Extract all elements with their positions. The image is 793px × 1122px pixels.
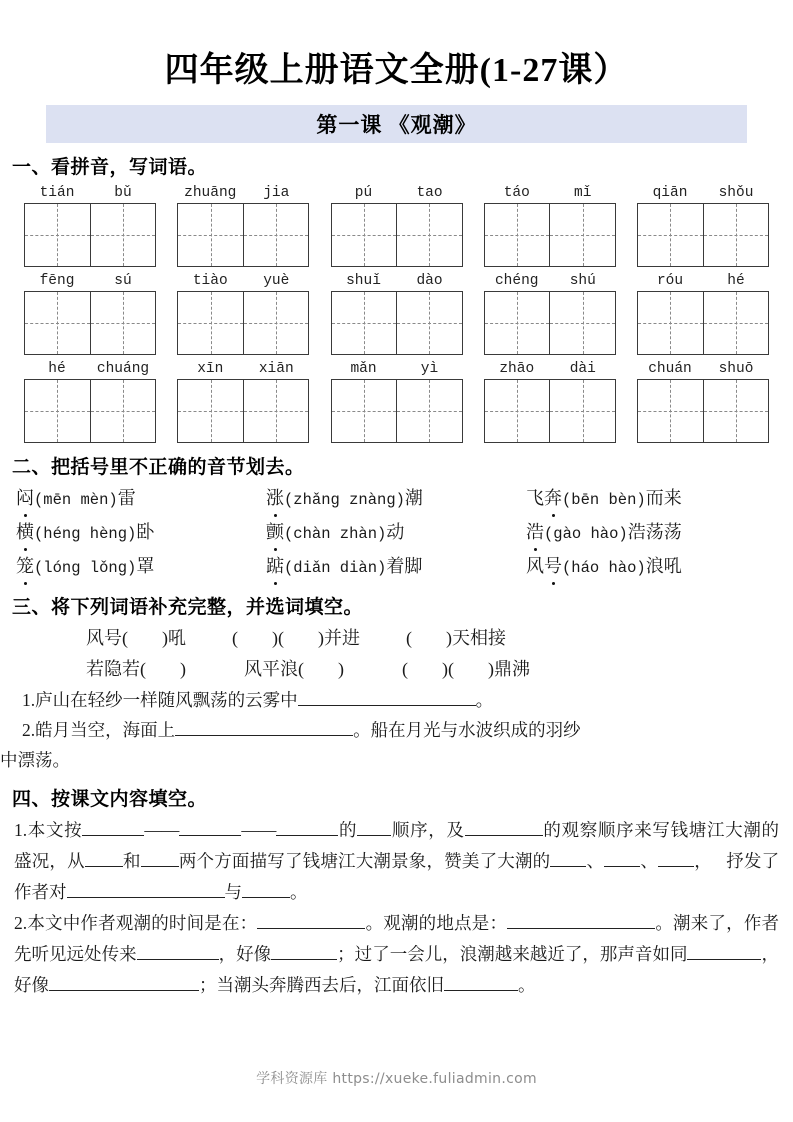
pinyin-syllable: tián [39,185,75,201]
writing-box[interactable] [637,379,769,443]
idiom-b-pre: 风平浪( [244,659,304,679]
tone-item[interactable] [526,517,766,549]
idiom-b-post: ) [338,659,344,679]
tone-lead: 风 [526,556,544,576]
tone-options[interactable]: (háo hào) [562,559,646,577]
tone-options[interactable]: (chàn zhàn) [284,525,387,543]
pinyin-group [484,359,616,443]
writing-cell[interactable] [703,204,769,266]
writing-cell[interactable] [549,292,615,354]
pinyin-syllable: dài [569,361,596,377]
pinyin-syllable: mǐ [574,185,592,201]
answer-blank[interactable] [298,690,476,706]
writing-cell[interactable] [25,380,90,442]
writing-box[interactable] [637,203,769,267]
pinyin-syllable: tiào [192,273,228,289]
answer-blank[interactable] [444,975,518,991]
writing-cell[interactable] [90,380,156,442]
writing-cell[interactable] [549,204,615,266]
answer-blank[interactable] [276,820,338,836]
writing-cell[interactable] [485,380,550,442]
q1-text: 的观察顺序 [542,820,635,840]
section-3-sentence-2-cont: 中漂荡。 [0,750,70,770]
writing-box[interactable] [484,291,616,355]
pinyin-syllable: hé [48,361,66,377]
tone-target-char: 颤 [266,517,284,547]
pinyin-syllable: xiān [258,361,294,377]
q2-text: 浪潮越来越近了，那声音如同 [459,944,688,964]
tone-tail: 动 [386,522,405,542]
tone-row [16,551,793,583]
writing-box[interactable] [331,379,463,443]
writing-box[interactable] [24,379,156,443]
tone-tail: 罩 [136,556,155,576]
pinyin-labels [331,359,463,379]
writing-cell[interactable] [485,292,550,354]
writing-cell[interactable] [638,380,703,442]
q1-text: 与 [224,882,242,902]
idiom-c-pre: ( [402,659,408,679]
q2-text: 2.本文中作者观潮的时间是在： [14,913,258,933]
writing-cell[interactable] [25,204,90,266]
idiom-c-post: )天相接 [446,628,506,648]
writing-cell[interactable] [332,292,397,354]
q1-text: 、 [586,851,605,871]
pinyin-syllable: yuè [263,273,290,289]
writing-cell[interactable] [243,204,309,266]
tone-row [16,483,793,515]
q1-text: 了大潮的 [479,851,551,871]
pinyin-labels [637,271,769,291]
pinyin-group [637,359,769,443]
tone-item[interactable] [266,483,526,515]
idiom-row [86,623,793,654]
tone-tail: 着脚 [386,556,423,576]
writing-cell[interactable] [638,292,703,354]
pinyin-group [484,271,616,355]
section-4-question-2 [14,908,779,1001]
writing-box[interactable] [637,291,769,355]
idiom-a-pre: 若隐若( [86,659,146,679]
section-2-heading: 二、把括号里不正确的音节划去。 [12,457,305,478]
answer-blank[interactable] [271,944,337,960]
pinyin-group [24,271,156,355]
q1-text: 、 [640,851,659,871]
pinyin-labels [637,183,769,203]
answer-blank[interactable] [604,851,640,867]
pinyin-syllable: zhuāng [184,185,237,201]
writing-cell[interactable] [90,204,156,266]
section-3-sentence-2 [0,715,793,745]
q2-text: 。观潮的地点是： [365,913,508,933]
pinyin-syllable: fēng [39,273,75,289]
pinyin-labels [484,271,616,291]
answer-blank[interactable] [507,913,631,929]
pinyin-group [331,271,463,355]
writing-box[interactable] [177,379,309,443]
tone-tail: 雷 [117,488,136,508]
q2-text: ，好像 [218,944,272,964]
pinyin-group [637,183,769,267]
pinyin-syllable: táo [503,185,530,201]
pinyin-labels [177,271,309,291]
pinyin-group [331,183,463,267]
writing-cell[interactable] [703,380,769,442]
answer-blank[interactable] [175,720,353,736]
writing-cell[interactable] [178,292,243,354]
pinyin-syllable: xīn [197,361,224,377]
pinyin-syllable: chuán [648,361,692,377]
pinyin-syllable: qiān [652,185,688,201]
pinyin-labels [177,183,309,203]
pinyin-syllable: tao [416,185,443,201]
idiom-a-pre: 风号( [86,628,128,648]
pinyin-group [177,271,309,355]
q1-text: 来写钱塘江大潮的盛况，从 [14,820,780,871]
tone-item[interactable] [16,517,266,549]
pinyin-syllable: chuáng [96,361,150,377]
sentence-text: 1.庐山在轻纱一样随风飘荡的云雾中 [22,690,298,710]
pinyin-group [177,183,309,267]
writing-cell[interactable] [396,380,462,442]
answer-blank[interactable] [137,944,219,960]
q2-text: ；过了一会儿， [337,944,460,964]
tone-tail: 而来 [645,488,682,508]
writing-cell[interactable] [243,380,309,442]
tone-options[interactable]: (diǎn diàn) [284,559,387,577]
q1-text: ， [694,851,712,871]
q1-text: 。 [290,882,308,902]
tone-tail: 潮 [404,488,423,508]
answer-blank[interactable] [179,820,241,836]
section-4-heading: 四、按课文内容填空。 [12,789,208,810]
q1-text: 1.本文按 [14,820,83,840]
writing-cell[interactable] [25,292,90,354]
writing-cell[interactable] [396,204,462,266]
writing-box[interactable] [24,203,156,267]
pinyin-syllable: sú [114,273,132,289]
tone-options[interactable]: (bēn bèn) [562,491,646,509]
answer-blank[interactable] [631,913,655,929]
pinyin-group [24,359,156,443]
writing-cell[interactable] [549,380,615,442]
pinyin-labels [331,271,463,291]
writing-box[interactable] [484,203,616,267]
pinyin-group [177,359,309,443]
tone-options[interactable]: (gào hào) [544,525,628,543]
writing-cell[interactable] [332,380,397,442]
pinyin-grid-section [0,183,793,443]
tone-options[interactable]: (mēn mèn) [34,491,118,509]
lesson-band [46,105,747,143]
idiom-b-pre: ( [232,628,238,648]
pinyin-labels [637,359,769,379]
q1-text: 的 [338,820,358,840]
writing-cell[interactable] [638,204,703,266]
pinyin-labels [24,183,156,203]
tone-item[interactable] [16,551,266,583]
sentence-text: 2.皓月当空，海面上 [22,720,176,740]
tone-item[interactable] [266,517,526,549]
answer-blank[interactable] [82,820,144,836]
tone-target-char: 涨 [266,483,284,513]
writing-box[interactable] [331,291,463,355]
writing-box[interactable] [177,203,309,267]
idiom-completion-block [0,623,793,685]
pinyin-syllable: mǎn [350,361,377,377]
footer-watermark: 学科资源库 https://xueke.fuliadmin.com [256,1071,537,1087]
tone-target-char: 号 [544,551,562,581]
section-3-sentence-1 [0,685,793,715]
writing-box[interactable] [484,379,616,443]
tone-choice-grid [0,483,793,583]
section-4-question-1 [14,815,779,908]
sentence-text: 。船在月光与水波织成的羽纱 [353,720,581,740]
pinyin-row [24,271,769,355]
q2-text: 。潮来了，作者先听见远处传来 [14,913,780,964]
section-3-heading: 三、将下列词语补充完整，并选词填空。 [12,597,364,618]
answer-blank[interactable] [658,851,694,867]
tone-tail: 浩荡荡 [627,522,682,542]
q1-text: 和 [122,851,141,871]
writing-cell[interactable] [243,292,309,354]
section-1-heading: 一、看拼音，写词语。 [12,157,208,178]
q1-dash: —— [241,820,277,840]
q2-text: ；当潮头 [199,975,269,995]
sentence-punct: 。 [475,690,494,710]
tone-item[interactable] [526,551,766,583]
answer-blank[interactable] [465,820,543,836]
pinyin-syllable: pú [354,185,373,201]
writing-box[interactable] [177,291,309,355]
tone-options[interactable]: (lóng lǒng) [34,559,137,577]
answer-blank[interactable] [85,851,123,867]
pinyin-syllable: zhāo [499,361,535,377]
writing-cell[interactable] [396,292,462,354]
q2-text: ，好像 [14,944,779,995]
pinyin-group [637,271,769,355]
answer-blank[interactable] [242,882,290,898]
pinyin-labels [484,183,616,203]
section-4-body [0,815,793,1001]
tone-target-char: 横 [16,517,34,547]
pinyin-syllable: bǔ [114,185,132,201]
idiom-c-post: )鼎沸 [488,659,530,679]
answer-blank[interactable] [67,882,225,898]
idiom-a-post: )吼 [162,628,186,648]
writing-cell[interactable] [178,380,243,442]
idiom-c-pre: ( [406,628,412,648]
pinyin-syllable: chéng [494,273,539,289]
tone-options[interactable]: (zhǎng znàng) [284,491,405,509]
pinyin-labels [24,359,156,379]
q1-text: 两个方面描写了钱塘江大潮景象，赞美 [178,851,480,871]
tone-target-char: 闷 [16,483,34,513]
pinyin-labels [331,183,463,203]
pinyin-syllable: shú [569,273,596,289]
q1-text: 及 [446,820,465,840]
pinyin-syllable: róu [656,273,684,289]
pinyin-labels [24,271,156,291]
pinyin-labels [177,359,309,379]
writing-box[interactable] [24,291,156,355]
writing-cell[interactable] [332,204,397,266]
q1-dash: —— [144,820,180,840]
pinyin-labels [484,359,616,379]
tone-tail: 浪吼 [645,556,682,576]
writing-box[interactable] [331,203,463,267]
answer-blank[interactable] [49,975,199,991]
pinyin-group [331,359,463,443]
pinyin-row [24,359,769,443]
tone-target-char: 笼 [16,551,34,581]
idiom-b-mid: )( [272,628,284,648]
tone-target-char: 浩 [526,517,544,547]
tone-tail: 卧 [136,522,155,542]
answer-blank[interactable] [687,944,761,960]
idiom-row [86,654,793,685]
answer-blank[interactable] [141,851,179,867]
q2-text: 。 [518,975,536,995]
tone-row [16,517,793,549]
writing-cell[interactable] [90,292,156,354]
tone-target-char: 踮 [266,551,284,581]
answer-blank[interactable] [550,851,586,867]
tone-target-char: 奔 [544,483,562,513]
q1-text: 抒发了作者对 [14,851,780,902]
pinyin-syllable: shǒu [718,185,754,201]
idiom-c-mid: )( [442,659,454,679]
pinyin-row [24,183,769,267]
pinyin-syllable: dào [416,273,443,289]
pinyin-syllable: jia [263,185,290,201]
pinyin-syllable: shuǐ [346,273,381,289]
tone-options[interactable]: (héng hèng) [34,525,137,543]
tone-lead: 飞 [526,488,544,508]
writing-cell[interactable] [178,204,243,266]
idiom-a-post: ) [180,659,186,679]
pinyin-syllable: shuō [718,361,754,377]
pinyin-syllable: yì [420,361,439,377]
tone-item[interactable] [526,483,766,515]
pinyin-group [24,183,156,267]
writing-cell[interactable] [485,204,550,266]
tone-item[interactable] [266,551,526,583]
answer-blank[interactable] [357,820,391,836]
pinyin-syllable: hé [727,273,745,289]
q2-text: 奔腾西去后，江面依旧 [269,975,444,995]
page-title: 四年级上册语文全册(1-27课） [164,52,629,89]
tone-item[interactable] [16,483,266,515]
q1-text: 顺序， [391,820,447,840]
pinyin-group [484,183,616,267]
idiom-b-post: )并进 [318,628,360,648]
writing-cell[interactable] [703,292,769,354]
lesson-band-title: 第一课 《观潮》 [316,113,477,137]
answer-blank[interactable] [257,913,365,929]
